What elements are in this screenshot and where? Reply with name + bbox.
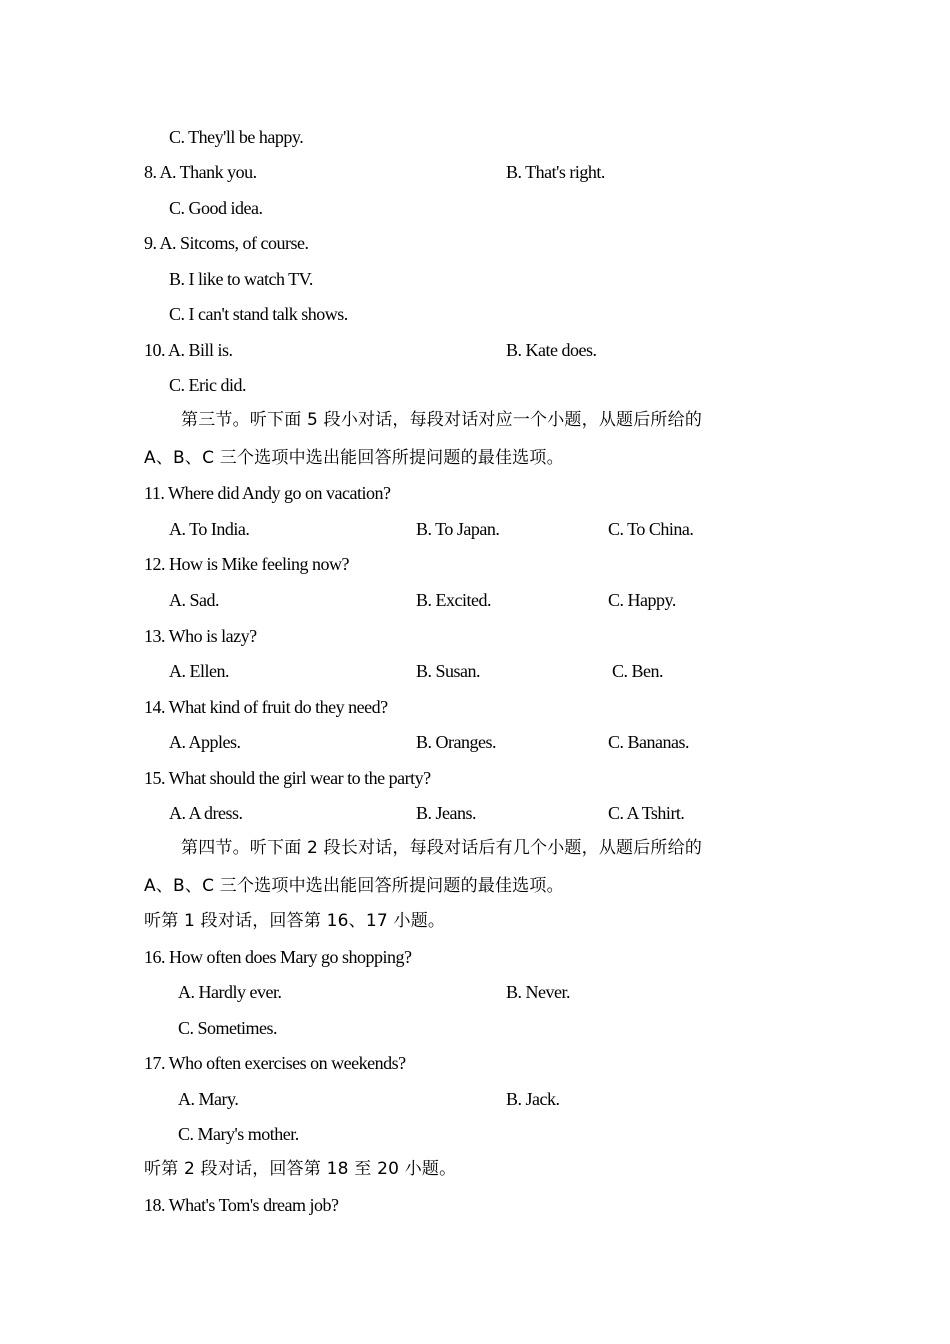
q12-question: 12. How is Mike feeling now? xyxy=(144,554,349,574)
q7-option-c: C. They'll be happy. xyxy=(169,127,304,147)
q9-option-a: 9. A. Sitcoms, of course. xyxy=(144,233,309,253)
q17-option-b: B. Jack. xyxy=(506,1089,560,1109)
q17-question: 17. Who often exercises on weekends? xyxy=(144,1053,406,1073)
section-3-instruction-line2: A、B、C 三个选项中选出能回答所提问题的最佳选项。 xyxy=(144,448,564,468)
q16-option-b: B. Never. xyxy=(506,982,570,1002)
q10-option-a: 10. A. Bill is. xyxy=(144,340,233,360)
q12-option-c: C. Happy. xyxy=(608,590,676,610)
q11-question: 11. Where did Andy go on vacation? xyxy=(144,483,391,503)
q15-option-c: C. A Tshirt. xyxy=(608,803,685,823)
section-4-instruction-line2: A、B、C 三个选项中选出能回答所提问题的最佳选项。 xyxy=(144,876,564,896)
q18-question: 18. What's Tom's dream job? xyxy=(144,1195,339,1215)
section-3-instruction-line1: 第三节。听下面 5 段小对话，每段对话对应一个小题，从题后所给的 xyxy=(181,410,703,430)
q12-option-b: B. Excited. xyxy=(416,590,491,610)
q13-question: 13. Who is lazy? xyxy=(144,626,257,646)
q16-question: 16. How often does Mary go shopping? xyxy=(144,947,412,967)
q14-option-b: B. Oranges. xyxy=(416,732,496,752)
q15-option-a: A. A dress. xyxy=(169,803,243,823)
q9-option-b: B. I like to watch TV. xyxy=(169,269,313,289)
q16-option-c: C. Sometimes. xyxy=(178,1018,278,1038)
q17-option-c: C. Mary's mother. xyxy=(178,1124,299,1144)
q11-option-b: B. To Japan. xyxy=(416,519,500,539)
q11-option-c: C. To China. xyxy=(608,519,694,539)
q14-option-c: C. Bananas. xyxy=(608,732,689,752)
q8-option-a: 8. A. Thank you. xyxy=(144,162,257,182)
dialog-1-instruction: 听第 1 段对话，回答第 16、17 小题。 xyxy=(144,911,446,931)
q10-option-c: C. Eric did. xyxy=(169,375,246,395)
q15-question: 15. What should the girl wear to the party? xyxy=(144,768,431,788)
q13-option-c: C. Ben. xyxy=(612,661,664,681)
q9-option-c: C. I can't stand talk shows. xyxy=(169,304,348,324)
q14-question: 14. What kind of fruit do they need? xyxy=(144,697,388,717)
q13-option-a: A. Ellen. xyxy=(169,661,229,681)
q8-option-b: B. That's right. xyxy=(506,162,605,182)
q15-option-b: B. Jeans. xyxy=(416,803,476,823)
dialog-2-instruction: 听第 2 段对话，回答第 18 至 20 小题。 xyxy=(144,1159,457,1179)
section-4-instruction-line1: 第四节。听下面 2 段长对话，每段对话后有几个小题，从题后所给的 xyxy=(181,838,703,858)
q12-option-a: A. Sad. xyxy=(169,590,219,610)
q10-option-b: B. Kate does. xyxy=(506,340,597,360)
q17-option-a: A. Mary. xyxy=(178,1089,239,1109)
q11-option-a: A. To India. xyxy=(169,519,250,539)
q16-option-a: A. Hardly ever. xyxy=(178,982,282,1002)
q14-option-a: A. Apples. xyxy=(169,732,241,752)
q8-option-c: C. Good idea. xyxy=(169,198,263,218)
q13-option-b: B. Susan. xyxy=(416,661,481,681)
